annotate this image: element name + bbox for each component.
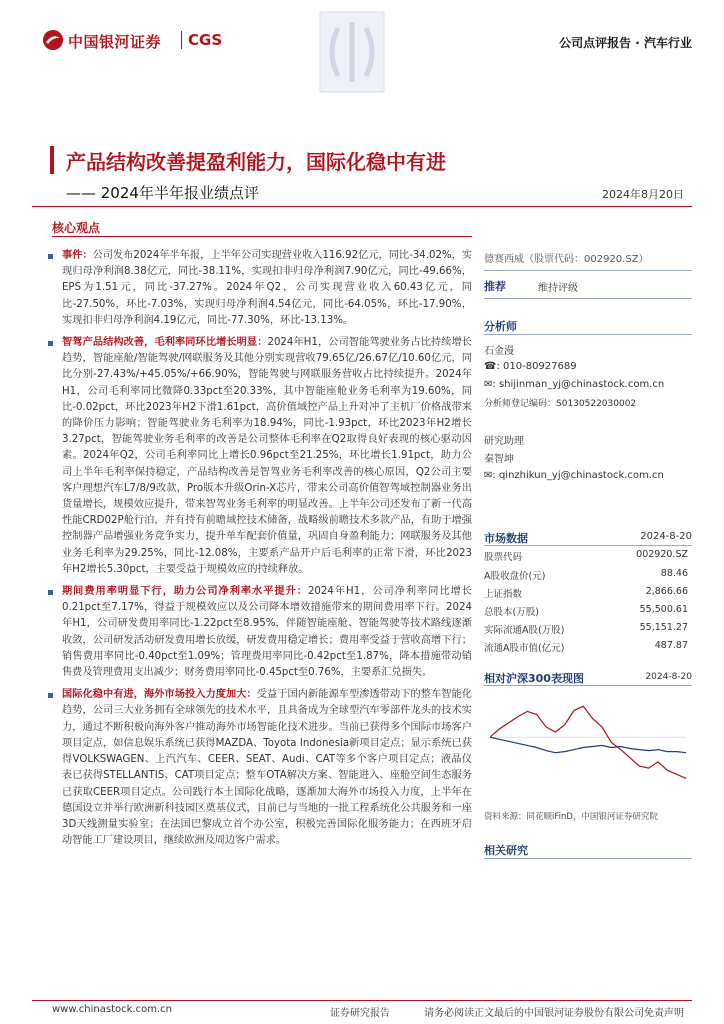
- brand-name: 中国银河证券: [68, 33, 162, 51]
- market-row: 总股本(万股) 55,500.61: [484, 604, 688, 618]
- chart-source: 资料来源：同花顺iFinD，中国银河证券研究院: [484, 812, 658, 822]
- analyst-email: shijinman_yj@chinastock.com.cn: [498, 379, 665, 390]
- bullet-text: 2024年H1，公司智能驾驶业务占比持续增长趋势，智能座舱/智能驾驶/网联服务及其他分别实现营收79.65亿/26.67亿/10.60亿元，同比分别-27.43%/+45.05%/+66.90%，智能驾驶与网联服务营收占比持续提升。2024年H1，公司毛利率同比微降0.33pct至20.33%，其中智能座舱业务毛利率为19.60%，同比-0.02pct，环比2023年H2下滑1.61pct，高价值域控产品上升对冲了主机厂价格战带来的降价压力影响；智能驾驶业务毛利率为18.94%，同比-1.93pct，环比2023年H2增长3.27pct，智能驾驶业务毛利率的改善是公司整体毛利率在Q2取得良好表现的核心驱动因素。2024年Q2，公司毛利率同比上增长0.96pct至21.25%，环比增长1.91pct，助力公司上半年毛利率保持稳定，产品结构改善是智驾业务毛利率改善的核心原因，Q2公司主要客户理想汽车L7/8/9改款，Pro版本升级Orin-X芯片，带来公司高价值智驾域控制器业务出货量增长，规模效应提升，带来智驾业务毛利率的明显改善。上半年公司还发布了新一代高性能CRD02P舱行泊，并有持有前瞻域控技术储备，战略级前瞻技术多款产品，有助于增强控制器产品增强业务竞争实力，提升单车配套价值量，巩固自身盈利能力；网联服务及其他业务毛利率为29.25%，同比-12.08%，主要系产品开户后毛利率的正常下滑，环比2023年H2增长5.30pct，主要受益于规模效应的持续释放。: [62, 337, 472, 575]
- side-divider: [484, 545, 692, 546]
- bullet-margin: [46, 335, 472, 578]
- related-head: 相关研究: [484, 844, 528, 857]
- bullet-lead: 国际化稳中有进，海外市场投入力度加大：: [62, 689, 257, 701]
- bullet-lead: 智驾产品结构改善，毛利率同环比增长明显：: [62, 337, 268, 349]
- series-line-沪深300: [490, 737, 686, 753]
- bullet-event: [46, 248, 472, 329]
- bullet-text: 2024年H1，公司净利率同比增长0.21pct至7.17%，得益于规模效应以及公司降本增效措施带来的期间费用率下行。2024年H1，公司研发费用率同比-1.22pct至8.95%，伴随智能座舱、智能驾驶等技术路线逐渐收敛，公司研发活动研发费用增长放缓，研发费用稳定增长；费用率受益于营收高增下行；销售费用率同比-0.40pct至1.09%；管理费用率同比-0.42pct至1.87%，降本措施带动销售费及管理费用支出减少；财务费用率同比-0.45pct至0.76%，主要系汇兑损失。: [62, 586, 472, 679]
- title-divider: [32, 206, 692, 207]
- market-row: 上证指数 2,866.66: [484, 586, 688, 600]
- analyst-email-row: ✉: shijinman_yj@chinastock.com.cn: [484, 379, 665, 390]
- side-divider: [484, 858, 692, 859]
- relative-performance-chart: [484, 690, 692, 805]
- bullet-text: 受益于国内新能源车型渗透带动下的整车智能化趋势，公司三大业务拥有全球领先的技术水平，且具备成为全球型汽车零部件龙头的技术实力，通过不断积极向海外客户推动海外市场智能化技术进步。当前已获得多个国际市场客户项目定点，如信息娱乐系统已获得MAZDA、Toyota Indonesia新项目定点；显示系统已获得VOLKSWAGEN、上汽汽车、CEER、SEAT、Audi、CAT等多个客户项目定点；液晶仪表已获得STELLANTIS、CAT项目定点；整车OTA解决方案、智能进入、座舱空间生态服务已获取CEER项目定点。公司践行本土国际化战略，逐渐加大海外市场投入力度，上半年在德国设立并举行欧洲新科技园区奠基仪式，目前已与当地的一批工程系统化公共服务和一座3D天线测量实验室；在法国巴黎成立首个办公室，积极完善国际化服务能力；在西班牙启动智能工厂建设项目，继续欧洲及周边客户需求。: [62, 689, 472, 847]
- report-title: 产品结构改善提盈利能力，国际化稳中有进: [66, 150, 446, 174]
- rec-value: 维持评级: [538, 283, 578, 294]
- analyst-name: 石金漫: [484, 346, 514, 357]
- report-date: 2024年8月20日: [602, 188, 684, 201]
- market-row: 实际流通A股(万股) 55,151.27: [484, 622, 688, 636]
- bullet-international: [46, 687, 472, 849]
- bullet-text: 公司发布2024年半年报，上半年公司实现营业收入116.92亿元，同比-34.02%，实现归母净利润8.38亿元，同比-38.11%，实现扣非归母净利润7.90亿元，同比-49.66%，EPS为1.51元，同比-37.27%。2024年Q2，公司实现营业收入60.43亿元，同比-27.50%，环比-7.03%，实现归母净利润4.54亿元，同比-64.05%，环比-17.90%，实现扣非归母净利润4.19亿元，同比-77.30%，环比-13.13%。: [62, 250, 473, 326]
- assistant-email: qinzhikun_yj@chinastock.com.cn: [498, 470, 664, 481]
- title-accent-bar: [50, 146, 54, 174]
- footer-center: 证券研究报告: [330, 1008, 390, 1019]
- bullet-lead: 事件：: [62, 250, 93, 261]
- bullet-expenses: [46, 584, 472, 681]
- bullet-lead: 期间费用率明显下行，助力公司净利率水平提升：: [62, 586, 308, 598]
- market-row: 流通A股市值(亿元) 487.87: [484, 640, 688, 654]
- analyst-cert: 分析师登记编码：S0130522030002: [484, 399, 637, 409]
- core-points: [46, 248, 472, 855]
- chart-head: 相对沪深300表现图: [484, 672, 584, 685]
- market-row: 股票代码 002920.SZ: [484, 549, 688, 563]
- stock-line: 德赛西威（股票代码：002920.SZ）: [484, 254, 649, 265]
- series-line-德赛西威: [490, 706, 686, 778]
- side-divider: [484, 334, 692, 335]
- report-type: 公司点评报告 · 汽车行业: [559, 36, 692, 50]
- core-section-label: 核心观点: [52, 221, 101, 235]
- assistant-email-row: ✉: qinzhikun_yj@chinastock.com.cn: [484, 470, 664, 481]
- rec-label: 推荐: [484, 280, 506, 293]
- report-subtitle: —— 2024年半年报业绩点评: [66, 184, 259, 202]
- market-head: 市场数据: [484, 532, 528, 545]
- section-divider: [52, 236, 472, 237]
- watermark-logo-icon: [316, 8, 388, 96]
- footer-disclaimer: 请务必阅读正文最后的中国银河证券股份有限公司免责声明: [424, 1008, 684, 1019]
- side-divider: [484, 685, 692, 686]
- assistant-name: 秦智坤: [484, 454, 514, 465]
- logo-divider: [181, 31, 182, 49]
- chart-date: 2024-8-20: [645, 672, 692, 682]
- market-date: 2024-8-20: [640, 531, 692, 542]
- assistant-head: 研究助理: [484, 436, 524, 447]
- brand-abbr: CGS: [188, 31, 223, 49]
- side-divider: [484, 298, 692, 299]
- logo-icon: [42, 29, 64, 51]
- analyst-phone-row: ☎: 010-80927689: [484, 361, 577, 372]
- footer-site[interactable]: www.chinastock.com.cn: [52, 1004, 172, 1015]
- analyst-head: 分析师: [484, 320, 517, 333]
- side-divider: [484, 270, 692, 271]
- market-row: A股收盘价(元) 88.46: [484, 568, 688, 582]
- footer-divider: [32, 1000, 692, 1001]
- analyst-phone: 010-80927689: [503, 361, 577, 372]
